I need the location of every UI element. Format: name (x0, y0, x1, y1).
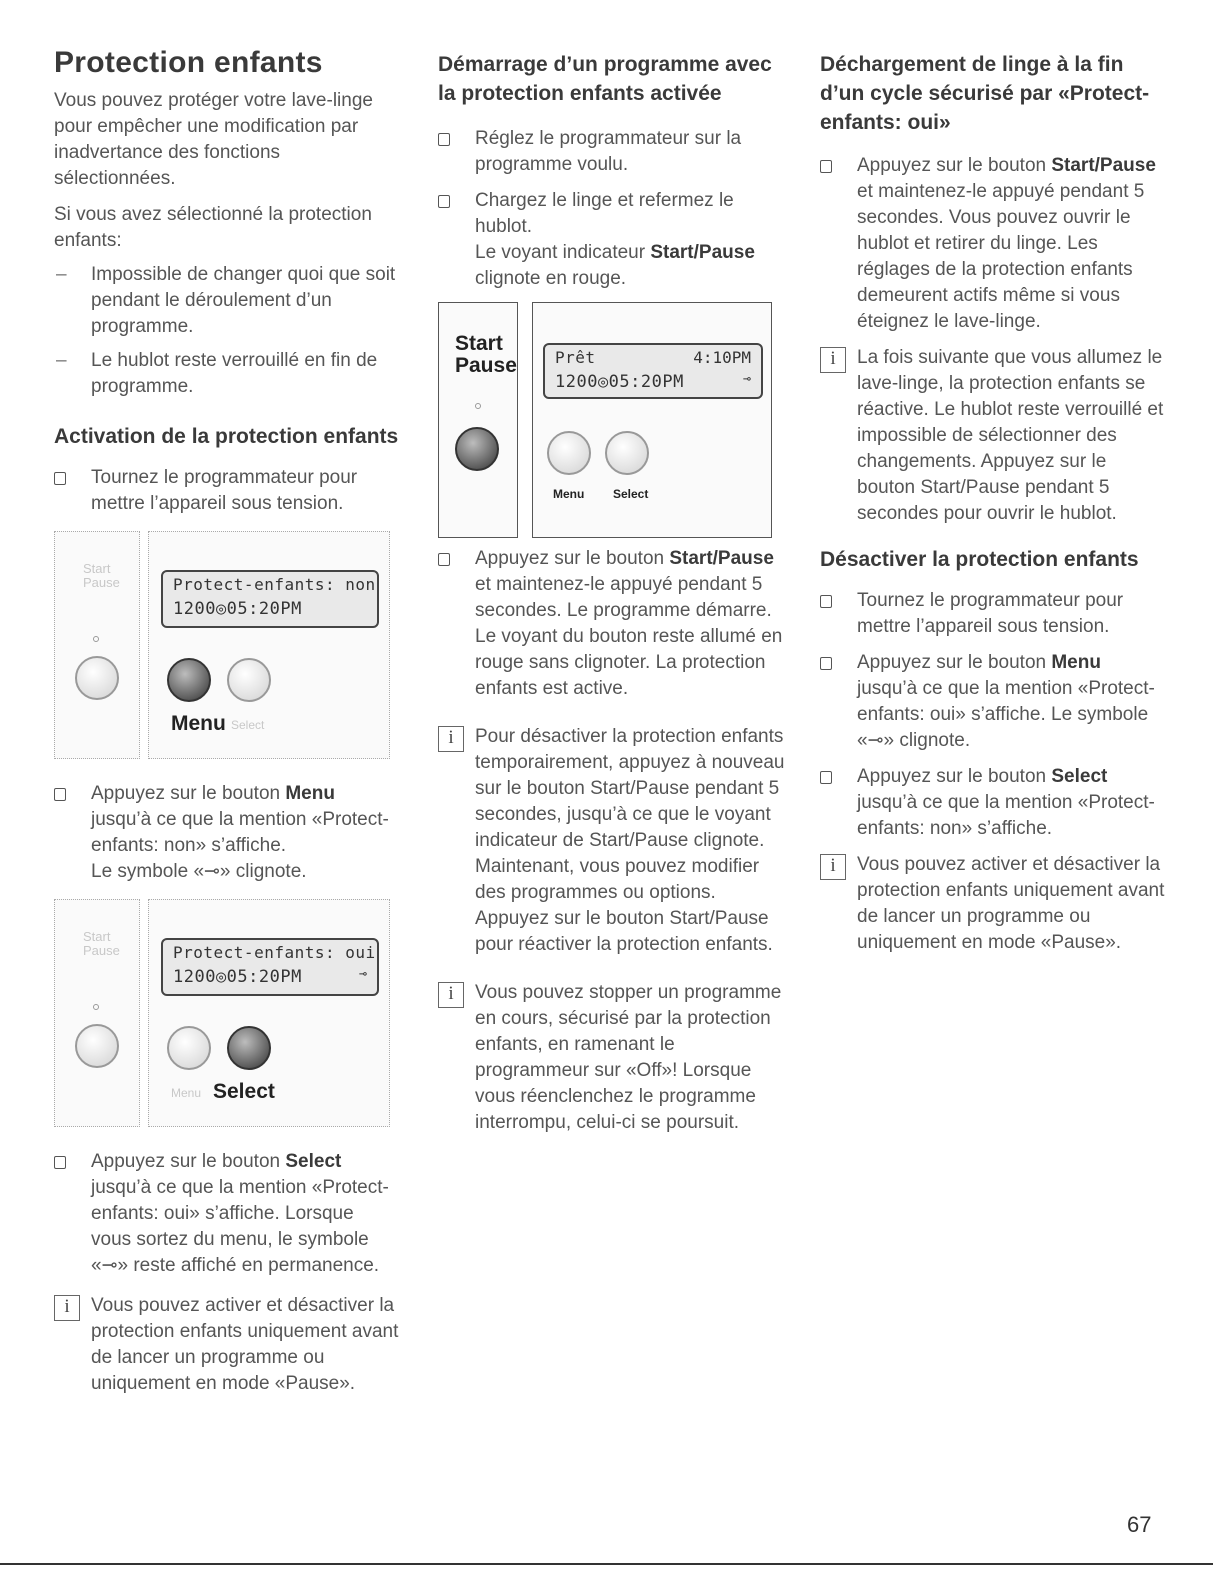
step-text: et maintenez-le appuyé pendant 5 secondes. Le programme démarre. Le voyant du bouton reste allumé en rouge sans clignoter. La protection enfants est active. (475, 574, 783, 699)
column-left (54, 46, 399, 1409)
step-text: Appuyez sur le bouton (857, 766, 1052, 787)
footer-rule (0, 1563, 1213, 1565)
step-item (438, 546, 793, 702)
lcd-time: 4:10PM (693, 348, 751, 367)
step-text: Chargez le linge et refermez le hublot. (475, 190, 734, 237)
start-pause-knob (75, 1024, 119, 1068)
control-panel-illustration (438, 302, 793, 534)
step-item (820, 650, 1165, 754)
lcd-display (161, 938, 379, 996)
lcd-display (161, 570, 379, 628)
start-pause-keyword: Start/Pause (1051, 155, 1156, 176)
menu-knob (547, 431, 591, 475)
info-note (820, 852, 1165, 956)
start-pause-panel (54, 899, 140, 1127)
checkbox-icon (54, 1156, 66, 1169)
info-note (820, 345, 1165, 527)
section-heading-start: Démarrage d’un programme avec la protection enfants activée (438, 53, 772, 105)
step-item (54, 465, 399, 517)
step-item (820, 153, 1165, 335)
select-keyword: Select (1051, 766, 1108, 787)
column-right (820, 46, 1165, 968)
lcd-line-1: Prêt (555, 348, 596, 367)
info-text: Vous pouvez activer et désactiver la protection enfants uniquement avant de lancer un programme ou uniquement en mode «Pause». (857, 854, 1165, 953)
step-text: Tournez le programmateur pour mettre l’appareil sous tension. (91, 467, 358, 514)
step-item (820, 588, 1165, 640)
info-text: La fois suivante que vous allumez le lave-linge, la protection enfants se réactive. Le hublot reste verrouillé et impossible de sélectionner des changements. Appuyez sur le bouton Start/Pause pendant 5 secondes pour ouvrir le hublot. (857, 347, 1164, 524)
step-text: clignote en rouge. (475, 268, 627, 289)
step-text: Appuyez sur le bouton (91, 783, 286, 804)
step-text: Tournez le programmateur pour mettre l’appareil sous tension. (857, 590, 1124, 637)
lcd-line-2: 1200◎05:20PM (173, 967, 302, 987)
display-panel (148, 899, 390, 1127)
step-text: et maintenez-le appuyé pendant 5 secondes. Vous pouvez ouvrir le hublot et retirer du linge. Les réglages de la protection enfants demeurent actifs même si vous éteignez le lave-linge. (857, 181, 1145, 332)
select-label: Select (213, 1080, 275, 1103)
lcd-line-2: 1200◎05:20PM (173, 599, 302, 619)
step-text: jusqu’à ce que la mention «Protect-enfants: oui» s’affiche. Lorsque vous sortez du menu, le symbole «⊸» reste affiché en permanence. (91, 1177, 389, 1276)
step-item (820, 764, 1165, 842)
step-text: Réglez le programmateur sur la programme voulu. (475, 128, 742, 175)
step-text: jusqu’à ce que la mention «Protect-enfants: non» s’affiche. (91, 809, 389, 856)
if-selected-text: Si vous avez sélectionné la protection enfants: (54, 204, 372, 251)
step-text: jusqu’à ce que la mention «Protect-enfants: oui» s’affiche. Le symbole «⊸» clignote. (857, 678, 1155, 751)
pause-label: Pause (455, 354, 517, 377)
display-panel (532, 302, 772, 538)
lcd-line-2: 1200◎05:20PM (555, 372, 684, 392)
checkbox-icon (54, 472, 66, 485)
checkbox-icon (820, 595, 832, 608)
intro-text: Vous pouvez protéger votre lave-linge pour empêcher une modification par inadvertance des fonctions sélectionnées. (54, 90, 373, 189)
key-symbol-icon: ⊸ (359, 967, 367, 982)
column-middle (438, 46, 793, 1148)
info-icon: i (54, 1295, 80, 1321)
pause-label: Pause (83, 943, 120, 958)
menu-label: Menu (171, 712, 226, 735)
menu-knob (167, 1026, 211, 1070)
checkbox-icon (820, 160, 832, 173)
start-pause-knob (75, 656, 119, 700)
start-pause-keyword: Start/Pause (669, 548, 774, 569)
checkbox-icon (438, 133, 450, 146)
start-label: Start (455, 332, 503, 355)
led-indicator (475, 403, 481, 409)
checkbox-icon (820, 657, 832, 670)
page-title: Protection enfants (54, 46, 323, 79)
section-heading-disable: Désactiver la protection enfants (820, 548, 1139, 571)
info-icon: i (438, 726, 464, 752)
section-heading-unload: Déchargement de linge à la fin d’un cycle sécurisé par «Protect-enfants: oui» (820, 53, 1150, 134)
info-text: Vous pouvez stopper un programme en cours, sécurisé par la protection enfants, en ramenant le programmeur sur «Off»! Lorsque vous réenclenchez le programme interrompu, celui-ci se poursuit. (475, 982, 782, 1133)
select-knob (605, 431, 649, 475)
lcd-line-1: Protect-enfants: non (173, 575, 376, 594)
step-text: Appuyez sur le bouton (91, 1151, 286, 1172)
page-number: 67 (1127, 1512, 1152, 1537)
control-panel-illustration (54, 531, 399, 763)
led-indicator (93, 1004, 99, 1010)
start-label: Start (83, 561, 111, 576)
start-pause-panel (438, 302, 518, 538)
step-item (438, 126, 793, 178)
select-label: Select (231, 718, 265, 732)
step-note: Le symbole «⊸» clignote. (91, 861, 307, 882)
step-text: Le voyant indicateur (475, 242, 651, 263)
info-icon: i (820, 347, 846, 373)
start-pause-panel (54, 531, 140, 759)
step-text: Appuyez sur le bouton (475, 548, 670, 569)
step-item (438, 188, 793, 292)
lcd-line-1: Protect-enfants: oui (173, 943, 376, 962)
info-note (54, 1293, 399, 1397)
step-item (54, 781, 399, 885)
select-label: Select (613, 487, 649, 501)
checkbox-icon (438, 195, 450, 208)
select-keyword: Select (285, 1151, 342, 1172)
checkbox-icon (438, 553, 450, 566)
info-note (438, 980, 793, 1136)
info-text: Vous pouvez activer et désactiver la protection enfants uniquement avant de lancer un programme ou uniquement en mode «Pause». (91, 1295, 399, 1394)
step-text: Appuyez sur le bouton (857, 652, 1052, 673)
key-symbol-icon: ⊸ (743, 372, 751, 387)
start-pause-keyword: Start/Pause (650, 242, 755, 263)
pause-label: Pause (83, 575, 120, 590)
info-note (438, 724, 793, 958)
select-knob (227, 658, 271, 702)
checkbox-icon (54, 788, 66, 801)
control-panel-illustration (54, 899, 399, 1131)
info-text: Pour désactiver la protection enfants temporairement, appuyez à nouveau sur le bouton Start/Pause pendant 5 secondes, jusqu’à ce que le voyant indicateur de Start/Pause clignote. Maintenant, vous pouvez modifier des programmes ou options. Appuyez sur le bouton Start/Pause pour réactiver la protection enfants. (475, 726, 785, 955)
menu-knob (167, 658, 211, 702)
step-text: jusqu’à ce que la mention «Protect-enfants: non» s’affiche. (857, 792, 1155, 839)
menu-label: Menu (553, 487, 585, 501)
select-knob (227, 1026, 271, 1070)
info-icon: i (438, 982, 464, 1008)
section-heading-activation: Activation de la protection enfants (54, 425, 399, 448)
start-label: Start (83, 929, 111, 944)
led-indicator (93, 636, 99, 642)
display-panel (148, 531, 390, 759)
menu-keyword: Menu (1051, 652, 1101, 673)
step-text: Appuyez sur le bouton (857, 155, 1052, 176)
dash-item: – Le hublot reste verrouillé en fin de programme. (54, 348, 399, 400)
dash-item: – Impossible de changer quoi que soit pendant le déroulement d’un programme. (54, 262, 399, 340)
step-item (54, 1149, 399, 1279)
checkbox-icon (820, 771, 832, 784)
menu-keyword: Menu (285, 783, 335, 804)
lcd-display (543, 343, 763, 399)
menu-label: Menu (171, 1086, 202, 1100)
info-icon: i (820, 854, 846, 880)
start-pause-knob (455, 427, 499, 471)
